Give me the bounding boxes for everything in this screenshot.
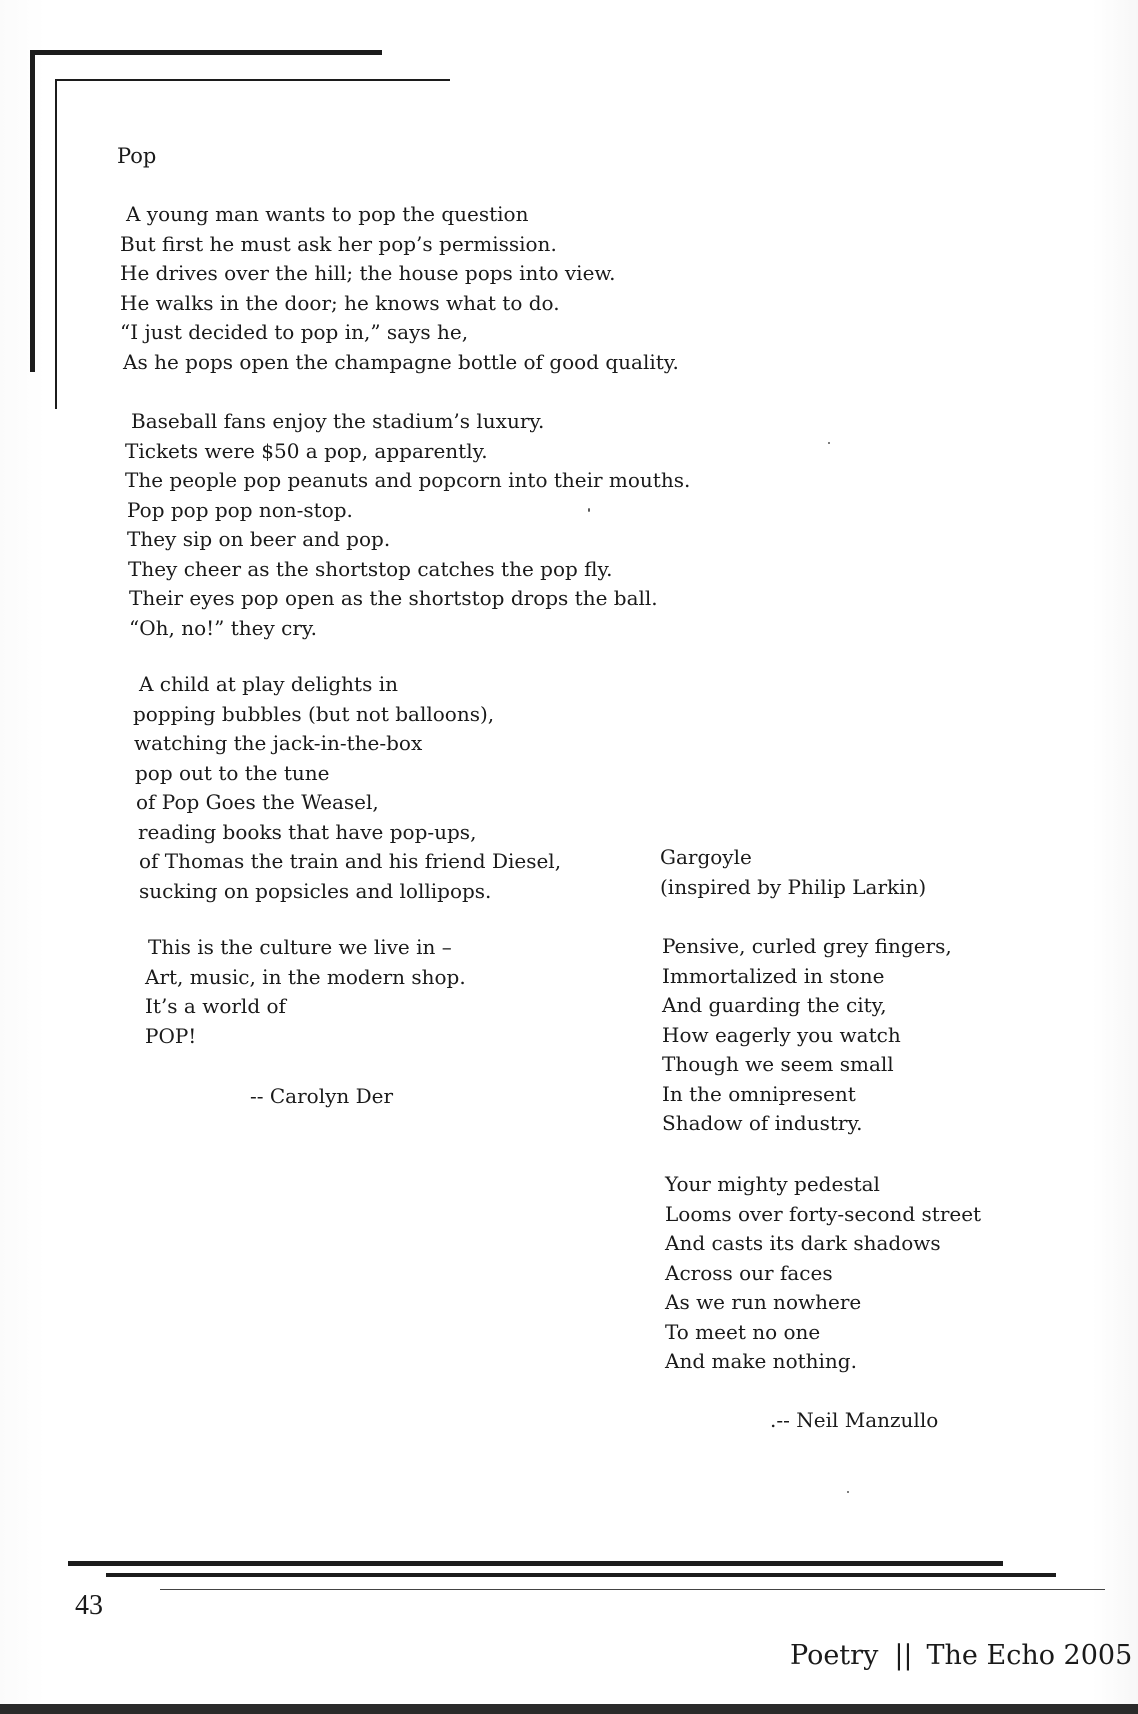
- page-number: 43: [75, 1590, 103, 1621]
- poem-title-gargoyle: Gargoyle: [660, 845, 752, 869]
- pop-stanza-2: [125, 407, 690, 643]
- poem-author-carolyn-der: -- Carolyn Der: [250, 1084, 394, 1108]
- scan-speck: [588, 508, 590, 512]
- scan-speck: [828, 442, 830, 444]
- page-footer: [790, 1638, 1132, 1674]
- poem-author-neil-manzullo: .-- Neil Manzullo: [770, 1408, 939, 1432]
- poem-line: Immortalized in stone: [662, 963, 885, 988]
- poem-line: pop out to the tune: [135, 760, 330, 785]
- poem-line: popping bubbles (but not balloons),: [133, 701, 495, 726]
- pop-stanza-1: [120, 200, 679, 377]
- poem-line: He drives over the hill; the house pops into view.: [120, 261, 616, 285]
- poem-line: “Oh, no!” they cry.: [129, 615, 317, 640]
- poem-line: Art, music, in the modern shop.: [145, 964, 466, 989]
- gargoyle-stanza-2: [665, 1170, 981, 1377]
- poem-line: Their eyes pop open as the shortstop drops the ball.: [129, 586, 658, 610]
- footer-section: Poetry: [790, 1640, 879, 1671]
- poem-line: Baseball fans enjoy the stadium’s luxury.: [131, 409, 545, 433]
- poem-line: As he pops open the champagne bottle of good quality.: [123, 349, 679, 374]
- bottom-rule-2: [106, 1573, 1056, 1577]
- poem-line: They sip on beer and pop.: [127, 527, 391, 551]
- footer-publication: The Echo 2005: [926, 1640, 1133, 1671]
- gargoyle-stanza-1: [662, 932, 952, 1139]
- poem-line: It’s a world of: [145, 994, 286, 1018]
- poem-line: Pop pop pop non-stop.: [127, 497, 353, 522]
- poem-line: Across our faces: [665, 1260, 833, 1285]
- pop-stanza-3: [133, 670, 561, 906]
- poem-line: They cheer as the shortstop catches the pop fly.: [128, 556, 613, 581]
- poem-line: of Thomas the train and his friend Diesel,: [139, 849, 562, 873]
- frame-top-rule-outer: [30, 50, 382, 55]
- poem-line: And make nothing.: [665, 1349, 857, 1373]
- footer-separator: ||: [894, 1640, 913, 1671]
- poem-line: As we run nowhere: [665, 1290, 862, 1314]
- poem-line: Tickets were $50 a pop, apparently.: [125, 438, 488, 463]
- pop-stanza-4: [145, 933, 466, 1051]
- poem-line: “I just decided to pop in,” says he,: [120, 320, 469, 344]
- poem-line: The people pop peanuts and popcorn into their mouths.: [125, 468, 691, 492]
- poem-line: Your mighty pedestal: [665, 1172, 880, 1196]
- poem-line: And casts its dark shadows: [665, 1231, 941, 1255]
- poem-line: sucking on popsicles and lollipops.: [139, 878, 492, 903]
- poem-line: This is the culture we live in –: [148, 935, 452, 959]
- poem-title-pop: Pop: [117, 144, 157, 168]
- poem-line: A child at play delights in: [139, 672, 398, 696]
- bottom-rule-1: [68, 1561, 1003, 1566]
- poem-subtitle-gargoyle: (inspired by Philip Larkin): [660, 875, 927, 899]
- bottom-rule-3: [160, 1589, 1105, 1590]
- poem-line: Shadow of industry.: [662, 1111, 863, 1135]
- poem-line: Looms over forty-second street: [665, 1201, 982, 1226]
- poem-line: Pensive, curled grey fingers,: [662, 934, 952, 958]
- page-bottom-edge: [0, 1704, 1138, 1714]
- poem-line: In the omnipresent: [662, 1081, 856, 1106]
- poem-line: But first he must ask her pop’s permission.: [120, 231, 557, 256]
- poem-line: POP!: [145, 1023, 197, 1048]
- poem-line: reading books that have pop-ups,: [138, 819, 477, 844]
- poem-line: Though we seem small: [662, 1052, 894, 1076]
- scan-speck: [847, 1491, 849, 1493]
- frame-top-rule-inner: [55, 79, 450, 81]
- poem-line: How eagerly you watch: [662, 1022, 901, 1047]
- poem-line: He walks in the door; he knows what to do.: [120, 290, 560, 315]
- frame-left-rule-outer: [30, 50, 35, 372]
- poem-line: To meet no one: [665, 1319, 821, 1344]
- frame-left-rule-inner: [55, 79, 57, 409]
- poem-line: A young man wants to pop the question: [126, 202, 529, 226]
- poem-line: of Pop Goes the Weasel,: [136, 790, 379, 814]
- poem-line: And guarding the city,: [662, 993, 887, 1017]
- poem-line: watching the jack-in-the-box: [134, 731, 423, 755]
